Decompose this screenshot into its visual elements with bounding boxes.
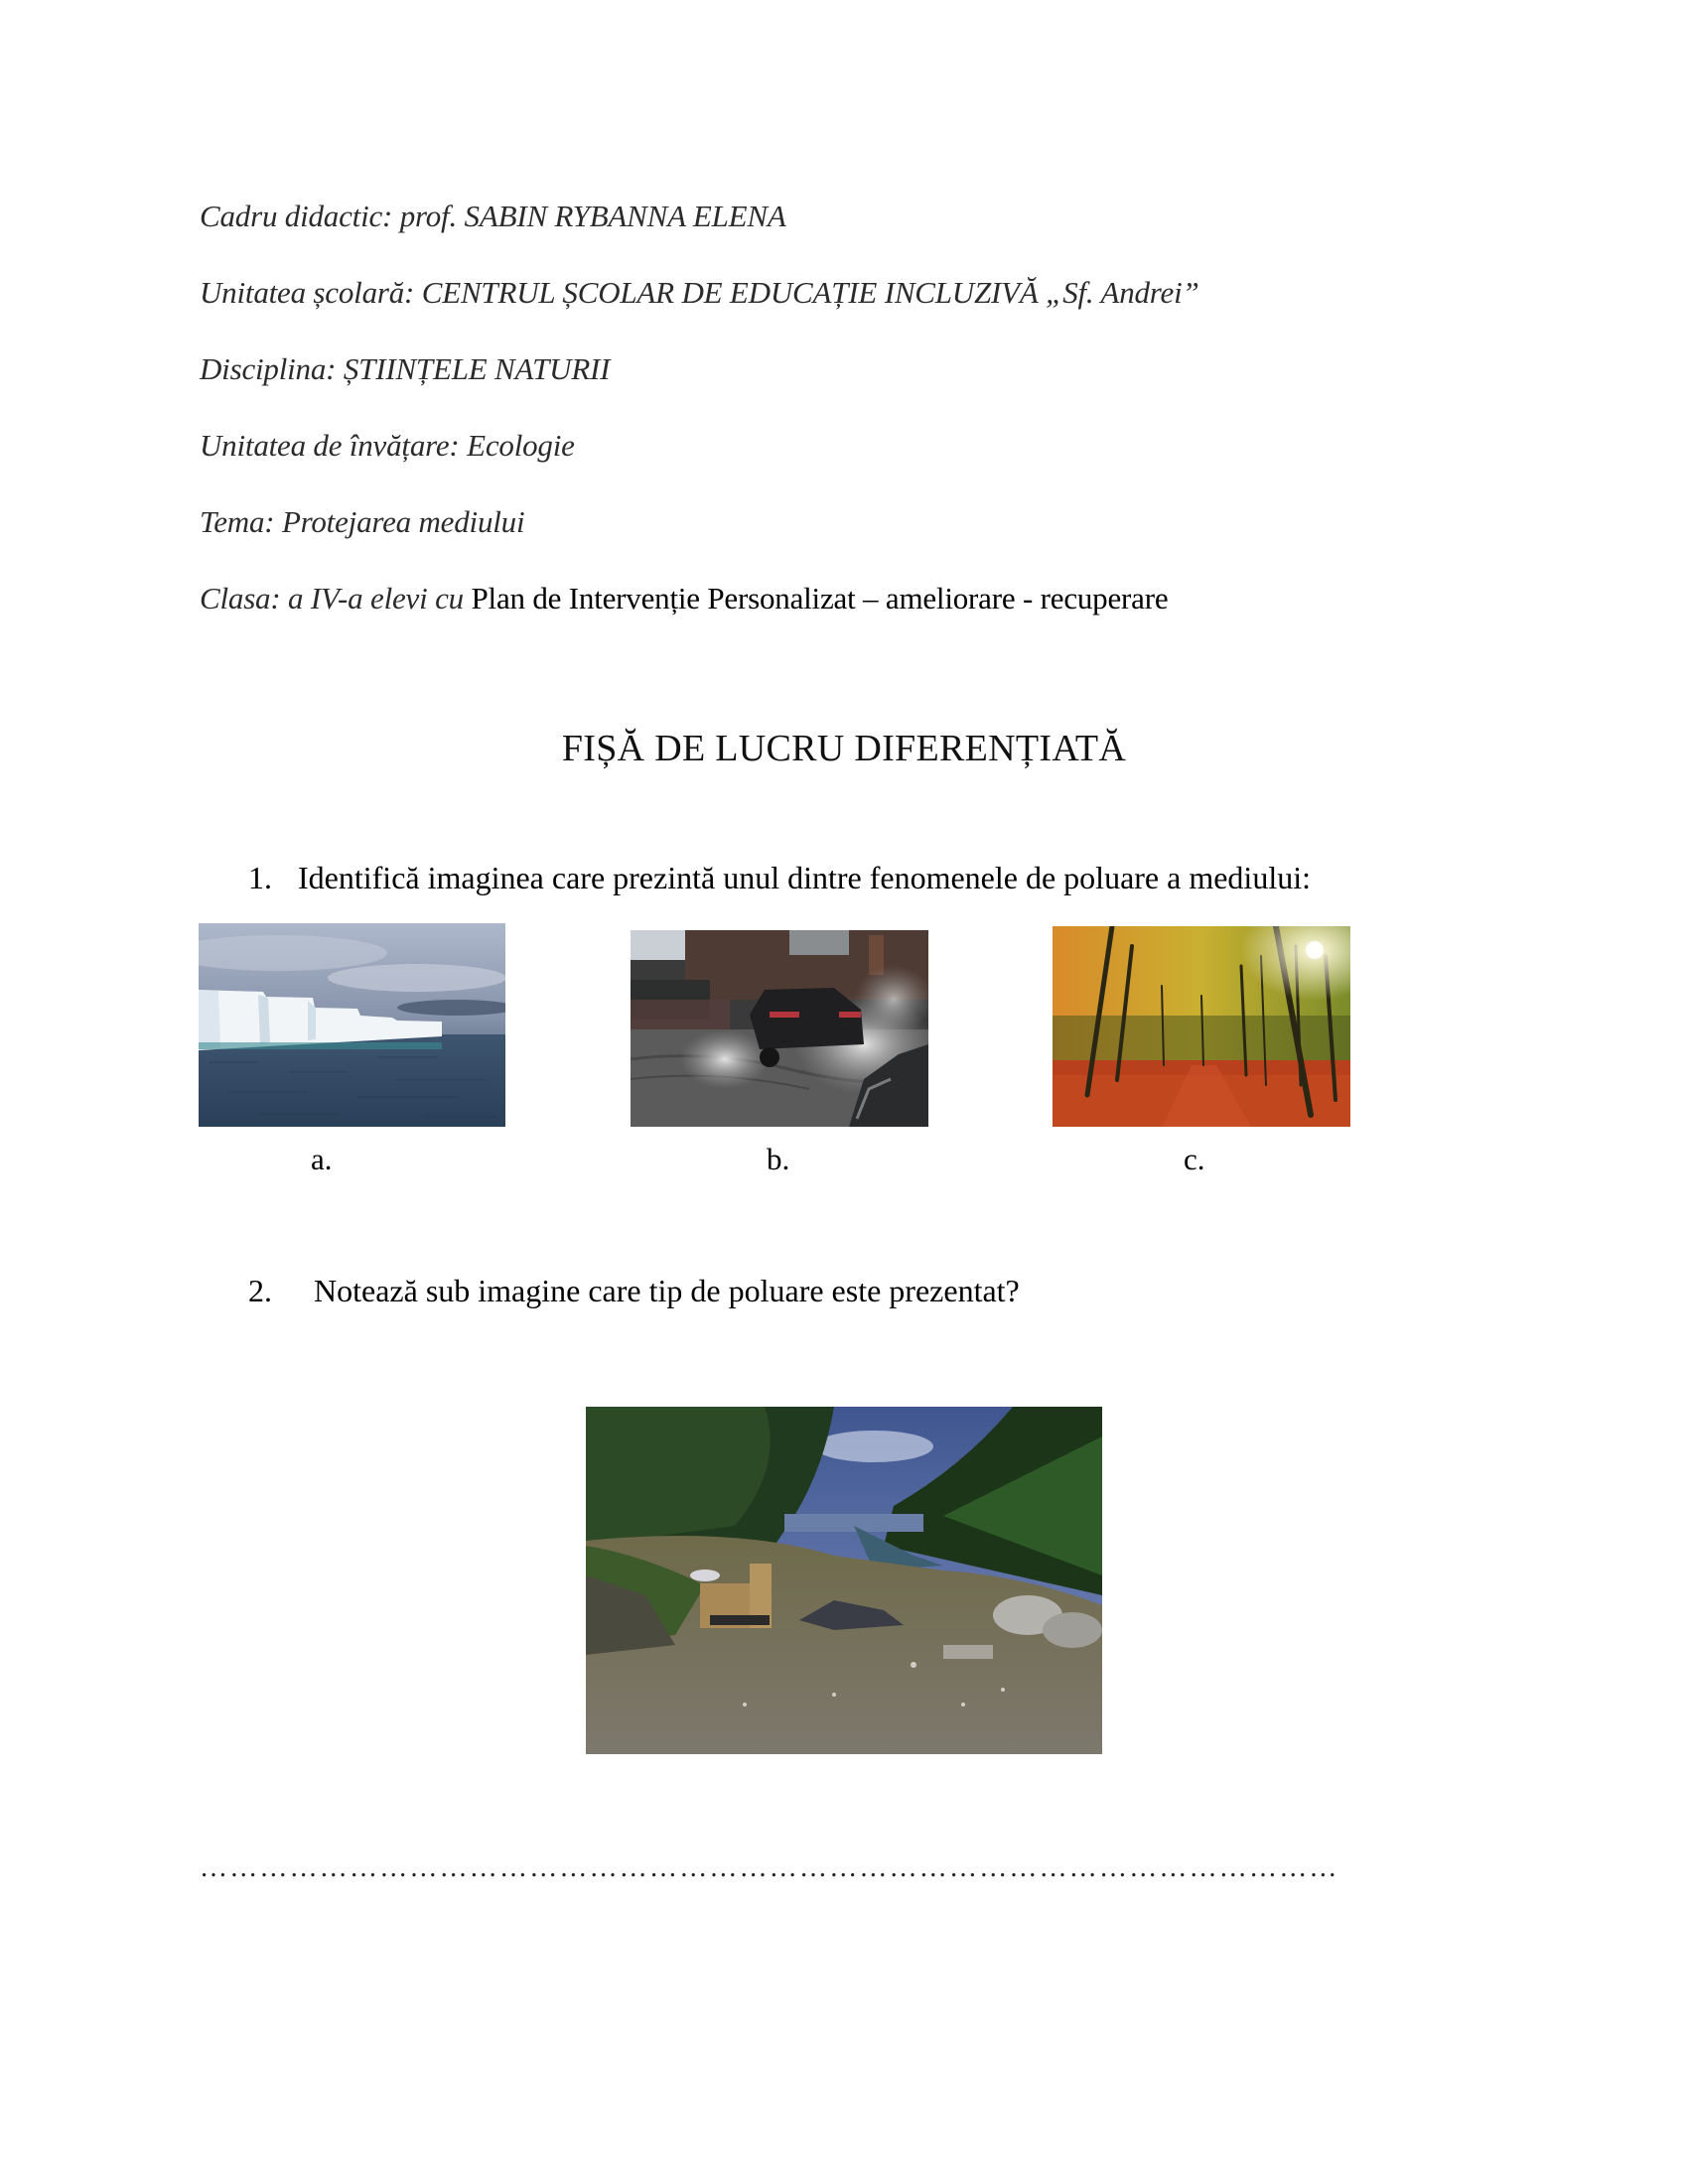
option-c-label: c. bbox=[1184, 1142, 1205, 1176]
meta-teacher-value: prof. SABIN RYBANNA ELENA bbox=[399, 199, 786, 233]
meta-teacher-label: Cadru didactic: bbox=[200, 199, 393, 233]
question-2-image bbox=[586, 1407, 1102, 1754]
question-1 bbox=[248, 860, 1311, 896]
option-b-label: b. bbox=[767, 1142, 790, 1176]
autumn-forest-photo bbox=[1053, 926, 1350, 1127]
answer-line[interactable]: …………………………………………………………………………………………………… bbox=[200, 1852, 1339, 1883]
meta-discipline bbox=[200, 351, 610, 387]
meta-theme-label: Tema: bbox=[200, 504, 275, 539]
iceberg-sea-photo bbox=[199, 923, 505, 1127]
meta-learning-unit bbox=[200, 428, 575, 464]
illegal-dumping-riverbank-photo bbox=[586, 1407, 1102, 1754]
worksheet-title: FIȘĂ DE LUCRU DIFERENȚIATĂ bbox=[561, 728, 1127, 769]
meta-class-value: a IV-a elevi cu bbox=[288, 581, 464, 615]
meta-discipline-label: Disciplina: bbox=[200, 351, 337, 386]
meta-school bbox=[200, 275, 1199, 311]
meta-school-value: CENTRUL ȘCOLAR DE EDUCAȚIE INCLUZIVĂ „Sf. Andrei” bbox=[421, 275, 1199, 310]
meta-theme-value: Protejarea mediului bbox=[281, 504, 525, 539]
meta-class-plan: Plan de Intervenție Personalizat – ameliorare - recuperare bbox=[471, 581, 1169, 615]
question-2 bbox=[248, 1273, 1020, 1309]
meta-learning-unit-label: Unitatea de învățare: bbox=[200, 428, 460, 463]
meta-theme bbox=[200, 504, 524, 540]
meta-school-label: Unitatea școlară: bbox=[200, 275, 415, 310]
question-1-number: 1. bbox=[248, 860, 272, 895]
question-1-text: Identifică imaginea care prezintă unul dintre fenomenele de poluare a mediului: bbox=[298, 860, 1311, 895]
meta-class-label: Clasa: bbox=[200, 581, 281, 615]
meta-learning-unit-value: Ecologie bbox=[467, 428, 575, 463]
question-2-number: 2. bbox=[248, 1273, 272, 1308]
meta-class bbox=[200, 581, 1168, 616]
meta-discipline-value: ȘTIINȚELE NATURII bbox=[343, 351, 611, 386]
car-burnout-smoke-photo bbox=[631, 930, 928, 1127]
question-2-text: Notează sub imagine care tip de poluare este prezentat? bbox=[314, 1273, 1020, 1308]
option-a-image[interactable] bbox=[199, 923, 505, 1127]
option-a-label: a. bbox=[311, 1142, 333, 1176]
option-c-image[interactable] bbox=[1053, 926, 1350, 1127]
option-b-image[interactable] bbox=[631, 930, 928, 1127]
meta-teacher bbox=[200, 199, 786, 234]
